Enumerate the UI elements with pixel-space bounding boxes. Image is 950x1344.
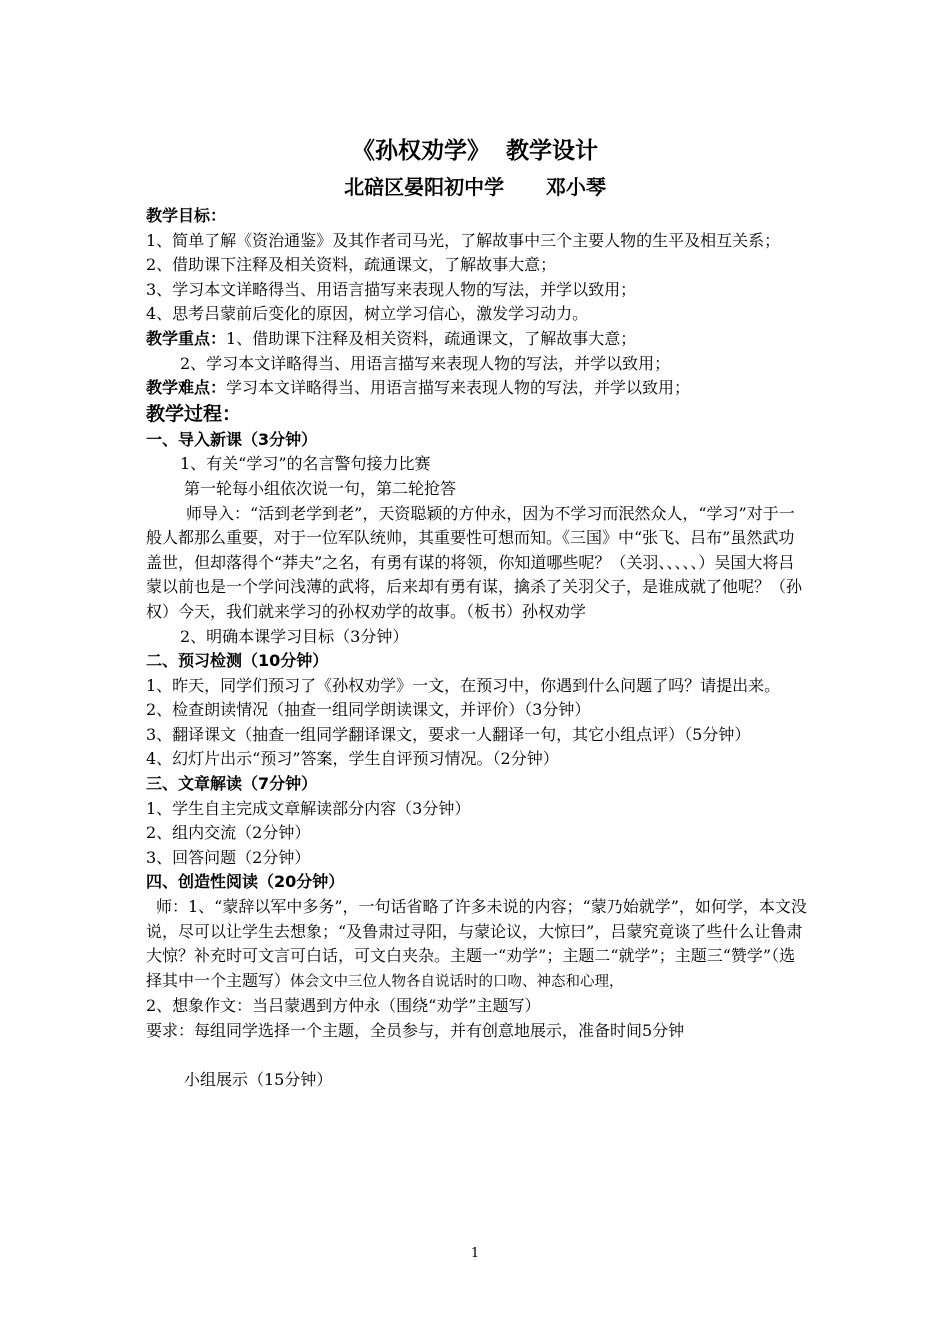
goals-heading: 教学目标： [146, 206, 227, 225]
section4-requirement: 要求：每组同学选择一个主题，全员参与，并有创意地展示，准备时间5分钟 [146, 1021, 685, 1040]
section1-item2: 2、明确本课学习目标（3分钟） [180, 626, 409, 646]
key-point-1: 1、借助课下注释及相关资料，疏通课文，了解故事大意； [226, 328, 637, 348]
section2-item: 2、检查朗读情况（抽查一组同学朗读课文，并评价）（3分钟） [146, 700, 591, 720]
process-heading: 教学过程： [146, 402, 242, 425]
difficulty-text: 学习本文详略得当、用语言描写来表现人物的写法，并学以致用； [226, 378, 691, 398]
section3-heading: 三、文章解读（7分钟） [146, 774, 318, 794]
section1-item1: 1、有关“学习”的名言警句接力比赛 [180, 454, 431, 474]
section3-item: 2、组内交流（2分钟） [146, 823, 311, 843]
goal-item: 1、简单了解《资治通鉴》及其作者司马光，了解故事中三个主要人物的生平及相互关系； [146, 230, 781, 250]
section1-heading: 一、导入新课（3分钟） [146, 429, 318, 449]
section3-item: 3、回答问题（2分钟） [146, 847, 311, 867]
goal-item: 2、借助课下注释及相关资料，疏通课文，了解故事大意； [146, 255, 557, 275]
difficulty-label: 教学难点： [146, 378, 227, 398]
section4-item2: 2、想象作文：当吕蒙遇到方仲永（围绕“劝学”主题写） [146, 996, 541, 1016]
key-points-label: 教学重点： [146, 328, 227, 348]
section3-item: 1、学生自主完成文章解读部分内容（3分钟） [146, 798, 471, 818]
key-points [146, 327, 810, 352]
key-point-2: 2、学习本文详略得当、用语言描写来表现人物的写法，并学以致用； [180, 353, 671, 373]
document-body [146, 204, 810, 1092]
section1-item1-sub: 第一轮每小组依次说一句，第二轮抢答 [184, 478, 457, 498]
page-number: 1 [470, 1246, 480, 1261]
goal-item: 4、思考吕蒙前后变化的原因，树立学习信心，激发学习动力。 [146, 304, 589, 324]
section2-item: 3、翻译课文（抽查一组同学翻译课文，要求一人翻译一句，其它小组点评）（5分钟） [146, 724, 751, 744]
spacer [146, 1044, 810, 1068]
section2-item: 1、昨天，同学们预习了《孙权劝学》一文，在预习中，你遇到什么问题了吗？请提出来。 [146, 675, 781, 695]
difficulty [146, 376, 810, 401]
section2-item: 4、幻灯片出示“预习”答案，学生自评预习情况。（2分钟） [146, 749, 559, 769]
page-title: 《孙权劝学》 教学设计 [351, 138, 598, 164]
section1-intro: 师导入：“活到老学到老”，天资聪颖的方仲永，因为不学习而泯然众人，“学习”对于一般人都那么重要，对于一位军队统帅，其重要性可想而知。《三国》中“张飞、吕布”虽然武功盖世，但却落得个“莽夫”之名，有勇有谋的将领，你知道哪些呢？（关羽、、、、、）吴国大将吕蒙以前也是一个学问浅薄的武将，后来却有勇有谋，擒杀了关羽父子，是谁成就了他呢？（孙权）今天，我们就来学习的孙权劝学的故事。（板书）孙权劝学 [146, 503, 803, 621]
section4-para1-tail: 体会文中三位人物各自说话时的口吻、神态和心理， [290, 973, 624, 990]
section4-para1-main: 师：1、“蒙辞以军中多务”，一句话省略了许多未说的内容；“蒙乃始就学”，如何学，本文没说，尽可以让学生去想象；“及鲁肃过寻阳，与蒙论议，大惊曰”，吕蒙究竟谈了些什么让鲁肃大惊？补充时可文言可白话，可文白夹杂。主题一“劝学”；主题二“就学”；主题三“赞学”（选择其中一个主题写） [146, 897, 807, 990]
section4-show: 小组展示（15分钟） [184, 1069, 333, 1089]
section4-para1 [146, 895, 810, 994]
section4-heading: 四、创造性阅读（20分钟） [146, 872, 345, 892]
section2-heading: 二、预习检测（10分钟） [146, 651, 329, 671]
goal-item: 3、学习本文详略得当、用语言描写来表现人物的写法，并学以致用； [146, 279, 637, 299]
author-line: 北碚区晏阳初中学 邓小琴 [344, 175, 606, 199]
